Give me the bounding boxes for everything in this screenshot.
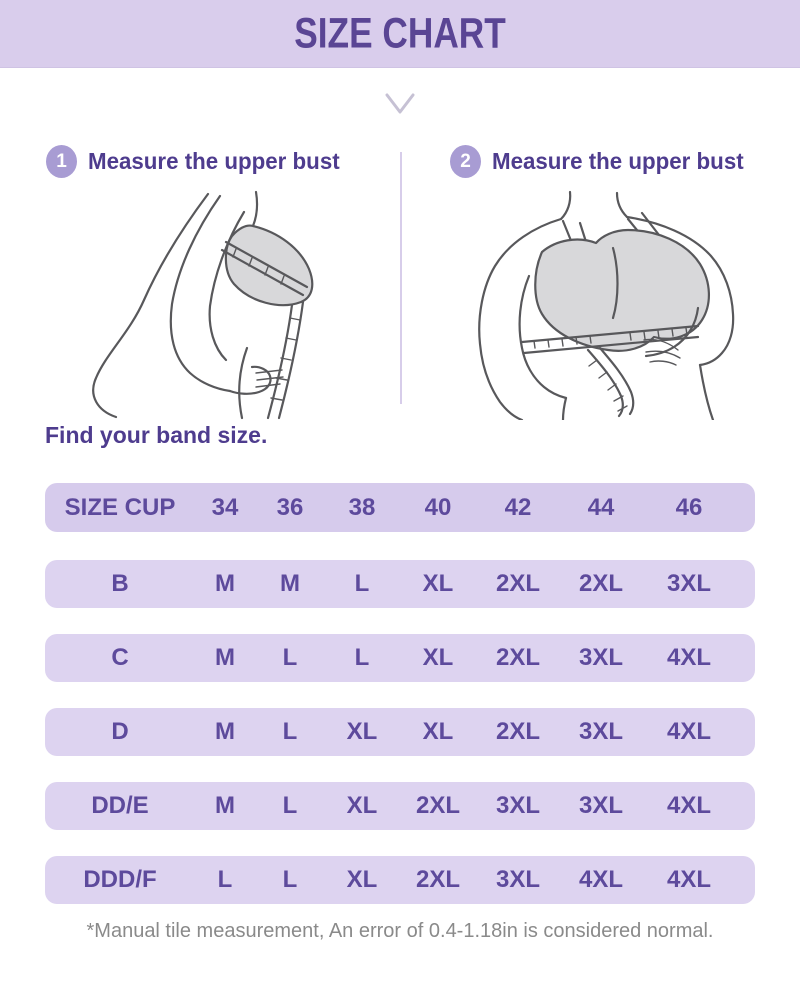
cup-label: D (111, 718, 129, 745)
size-value: XL (346, 792, 378, 819)
size-value: 3XL (495, 792, 540, 819)
banner (0, 0, 800, 68)
band-size-heading: Find your band size. (45, 422, 268, 448)
footnote: *Manual tile measurement, An error of 0.4-1.18in is considered normal. (86, 920, 714, 942)
column-header-size-cup: SIZE CUP (64, 493, 176, 521)
size-value: M (215, 792, 235, 819)
size-value: L (282, 866, 298, 893)
size-value: 3XL (578, 792, 623, 819)
size-value: 2XL (495, 570, 540, 597)
size-value: 4XL (578, 866, 623, 893)
size-value: L (217, 866, 233, 893)
cup-label: B (111, 570, 129, 597)
size-value: L (282, 718, 298, 745)
front-view-underbust-measure-figure (430, 190, 770, 420)
size-value: 3XL (666, 570, 711, 597)
size-value: 2XL (415, 792, 460, 819)
size-value: 2XL (495, 644, 540, 671)
column-header-36: 36 (276, 493, 304, 521)
size-value: M (280, 570, 300, 597)
step-2-number-badge: 2 (450, 145, 481, 178)
size-value: 3XL (495, 866, 540, 893)
size-value: 4XL (666, 866, 711, 893)
table-row-cup-ddd-f (45, 856, 755, 904)
column-header-34: 34 (211, 493, 239, 521)
cup-label: DD/E (91, 792, 149, 819)
size-value: L (282, 644, 298, 671)
size-value: XL (422, 570, 454, 597)
size-value: 2XL (495, 718, 540, 745)
page-title: SIZE CHART (294, 9, 506, 57)
size-value: XL (422, 644, 454, 671)
column-header-40: 40 (424, 493, 452, 521)
step-2-label: Measure the upper bust (492, 148, 744, 174)
side-view-bust-measure-figure (60, 190, 400, 420)
size-value: 3XL (578, 718, 623, 745)
column-header-46: 46 (675, 493, 703, 521)
table-row-cup-d (45, 708, 755, 756)
column-header-42: 42 (504, 493, 532, 521)
cup-label: C (111, 644, 129, 671)
size-value: 3XL (578, 644, 623, 671)
size-value: M (215, 718, 235, 745)
column-header-38: 38 (348, 493, 376, 521)
chevron-down-icon (384, 92, 416, 116)
size-value: XL (346, 866, 378, 893)
table-row-cup-c (45, 634, 755, 682)
size-value: L (282, 792, 298, 819)
vertical-divider (400, 152, 402, 404)
size-table (45, 483, 755, 930)
size-value: L (354, 644, 370, 671)
size-value: 2XL (578, 570, 623, 597)
size-value: M (215, 644, 235, 671)
column-header-44: 44 (587, 493, 615, 521)
size-value: L (354, 570, 370, 597)
table-row-cup-b (45, 560, 755, 608)
size-value: M (215, 570, 235, 597)
size-value: XL (422, 718, 454, 745)
cup-label: DDD/F (83, 866, 157, 893)
table-header-row (45, 483, 755, 532)
size-value: 4XL (666, 792, 711, 819)
step-1-label: Measure the upper bust (88, 148, 340, 174)
step-1-number-badge: 1 (46, 145, 77, 178)
size-value: XL (346, 718, 378, 745)
size-value: 4XL (666, 718, 711, 745)
step-1 (46, 145, 347, 178)
size-value: 4XL (666, 644, 711, 671)
step-2 (450, 145, 751, 178)
table-row-cup-dd-e (45, 782, 755, 830)
size-value: 2XL (415, 866, 460, 893)
